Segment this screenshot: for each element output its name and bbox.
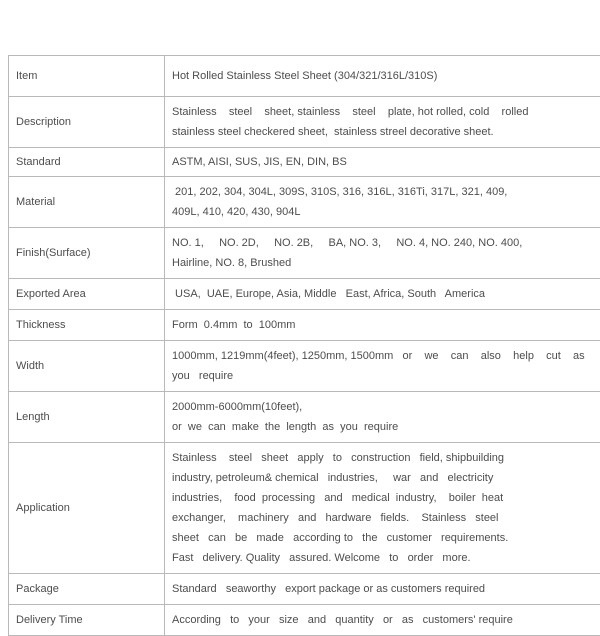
value-line: sheet can be made according to the customer requirements. <box>172 528 600 548</box>
row-value-finish <box>165 228 600 279</box>
value-line: Form 0.4mm to 100mm <box>172 315 600 335</box>
table-body <box>9 56 600 636</box>
value-line: exchanger, machinery and hardware fields. Stainless steel <box>172 508 600 528</box>
row-label-delivery-time: Delivery Time <box>9 605 165 636</box>
table-row <box>9 177 600 228</box>
row-value-application <box>165 443 600 574</box>
value-line: 201, 202, 304, 304L, 309S, 310S, 316, 316L, 316Ti, 317L, 321, 409, <box>172 182 600 202</box>
table-row <box>9 148 600 177</box>
row-value-delivery-time <box>165 605 600 636</box>
row-value-exported-area <box>165 279 600 310</box>
value-line: Fast delivery. Quality assured. Welcome to order more. <box>172 548 600 568</box>
row-label-application: Application <box>9 443 165 574</box>
value-line: Stainless steel sheet, stainless steel plate, hot rolled, cold rolled <box>172 102 600 122</box>
row-label-exported-area: Exported Area <box>9 279 165 310</box>
value-line: or we can make the length as you require <box>172 417 600 437</box>
product-specification-table <box>8 55 600 636</box>
row-label-finish: Finish(Surface) <box>9 228 165 279</box>
row-value-width <box>165 341 600 392</box>
value-line: you require <box>172 366 600 386</box>
table-row <box>9 279 600 310</box>
value-line: stainless steel checkered sheet, stainless streel decorative sheet. <box>172 122 600 142</box>
row-label-description: Description <box>9 97 165 148</box>
value-line: 1000mm, 1219mm(4feet), 1250mm, 1500mm or we can also help cut as <box>172 346 600 366</box>
row-label-width: Width <box>9 341 165 392</box>
row-value-item <box>165 56 600 97</box>
row-value-description <box>165 97 600 148</box>
value-line: Stainless steel sheet apply to construction field, shipbuilding <box>172 448 600 468</box>
table-row <box>9 341 600 392</box>
table-row <box>9 56 600 97</box>
value-line: Hairline, NO. 8, Brushed <box>172 253 600 273</box>
table-row <box>9 392 600 443</box>
row-label-standard: Standard <box>9 148 165 177</box>
value-line: industry, petroleum& chemical industries, war and electricity <box>172 468 600 488</box>
value-line: industries, food processing and medical industry, boiler heat <box>172 488 600 508</box>
value-line: Standard seaworthy export package or as customers required <box>172 579 600 599</box>
table-row <box>9 605 600 636</box>
table-row <box>9 97 600 148</box>
row-label-package: Package <box>9 574 165 605</box>
row-label-thickness: Thickness <box>9 310 165 341</box>
row-label-item: Item <box>9 56 165 97</box>
row-value-standard <box>165 148 600 177</box>
value-line: 409L, 410, 420, 430, 904L <box>172 202 600 222</box>
value-line: According to your size and quantity or as customers' require <box>172 610 600 630</box>
value-line: Hot Rolled Stainless Steel Sheet (304/321/316L/310S) <box>172 66 600 86</box>
row-value-thickness <box>165 310 600 341</box>
table-row <box>9 443 600 574</box>
table-row <box>9 310 600 341</box>
table-row <box>9 228 600 279</box>
row-label-material: Material <box>9 177 165 228</box>
value-line: ASTM, AISI, SUS, JIS, EN, DIN, BS <box>172 152 600 172</box>
value-line: NO. 1, NO. 2D, NO. 2B, BA, NO. 3, NO. 4, NO. 240, NO. 400, <box>172 233 600 253</box>
row-label-length: Length <box>9 392 165 443</box>
row-value-material <box>165 177 600 228</box>
row-value-length <box>165 392 600 443</box>
value-line: 2000mm-6000mm(10feet), <box>172 397 600 417</box>
value-line: USA, UAE, Europe, Asia, Middle East, Africa, South America <box>172 284 600 304</box>
